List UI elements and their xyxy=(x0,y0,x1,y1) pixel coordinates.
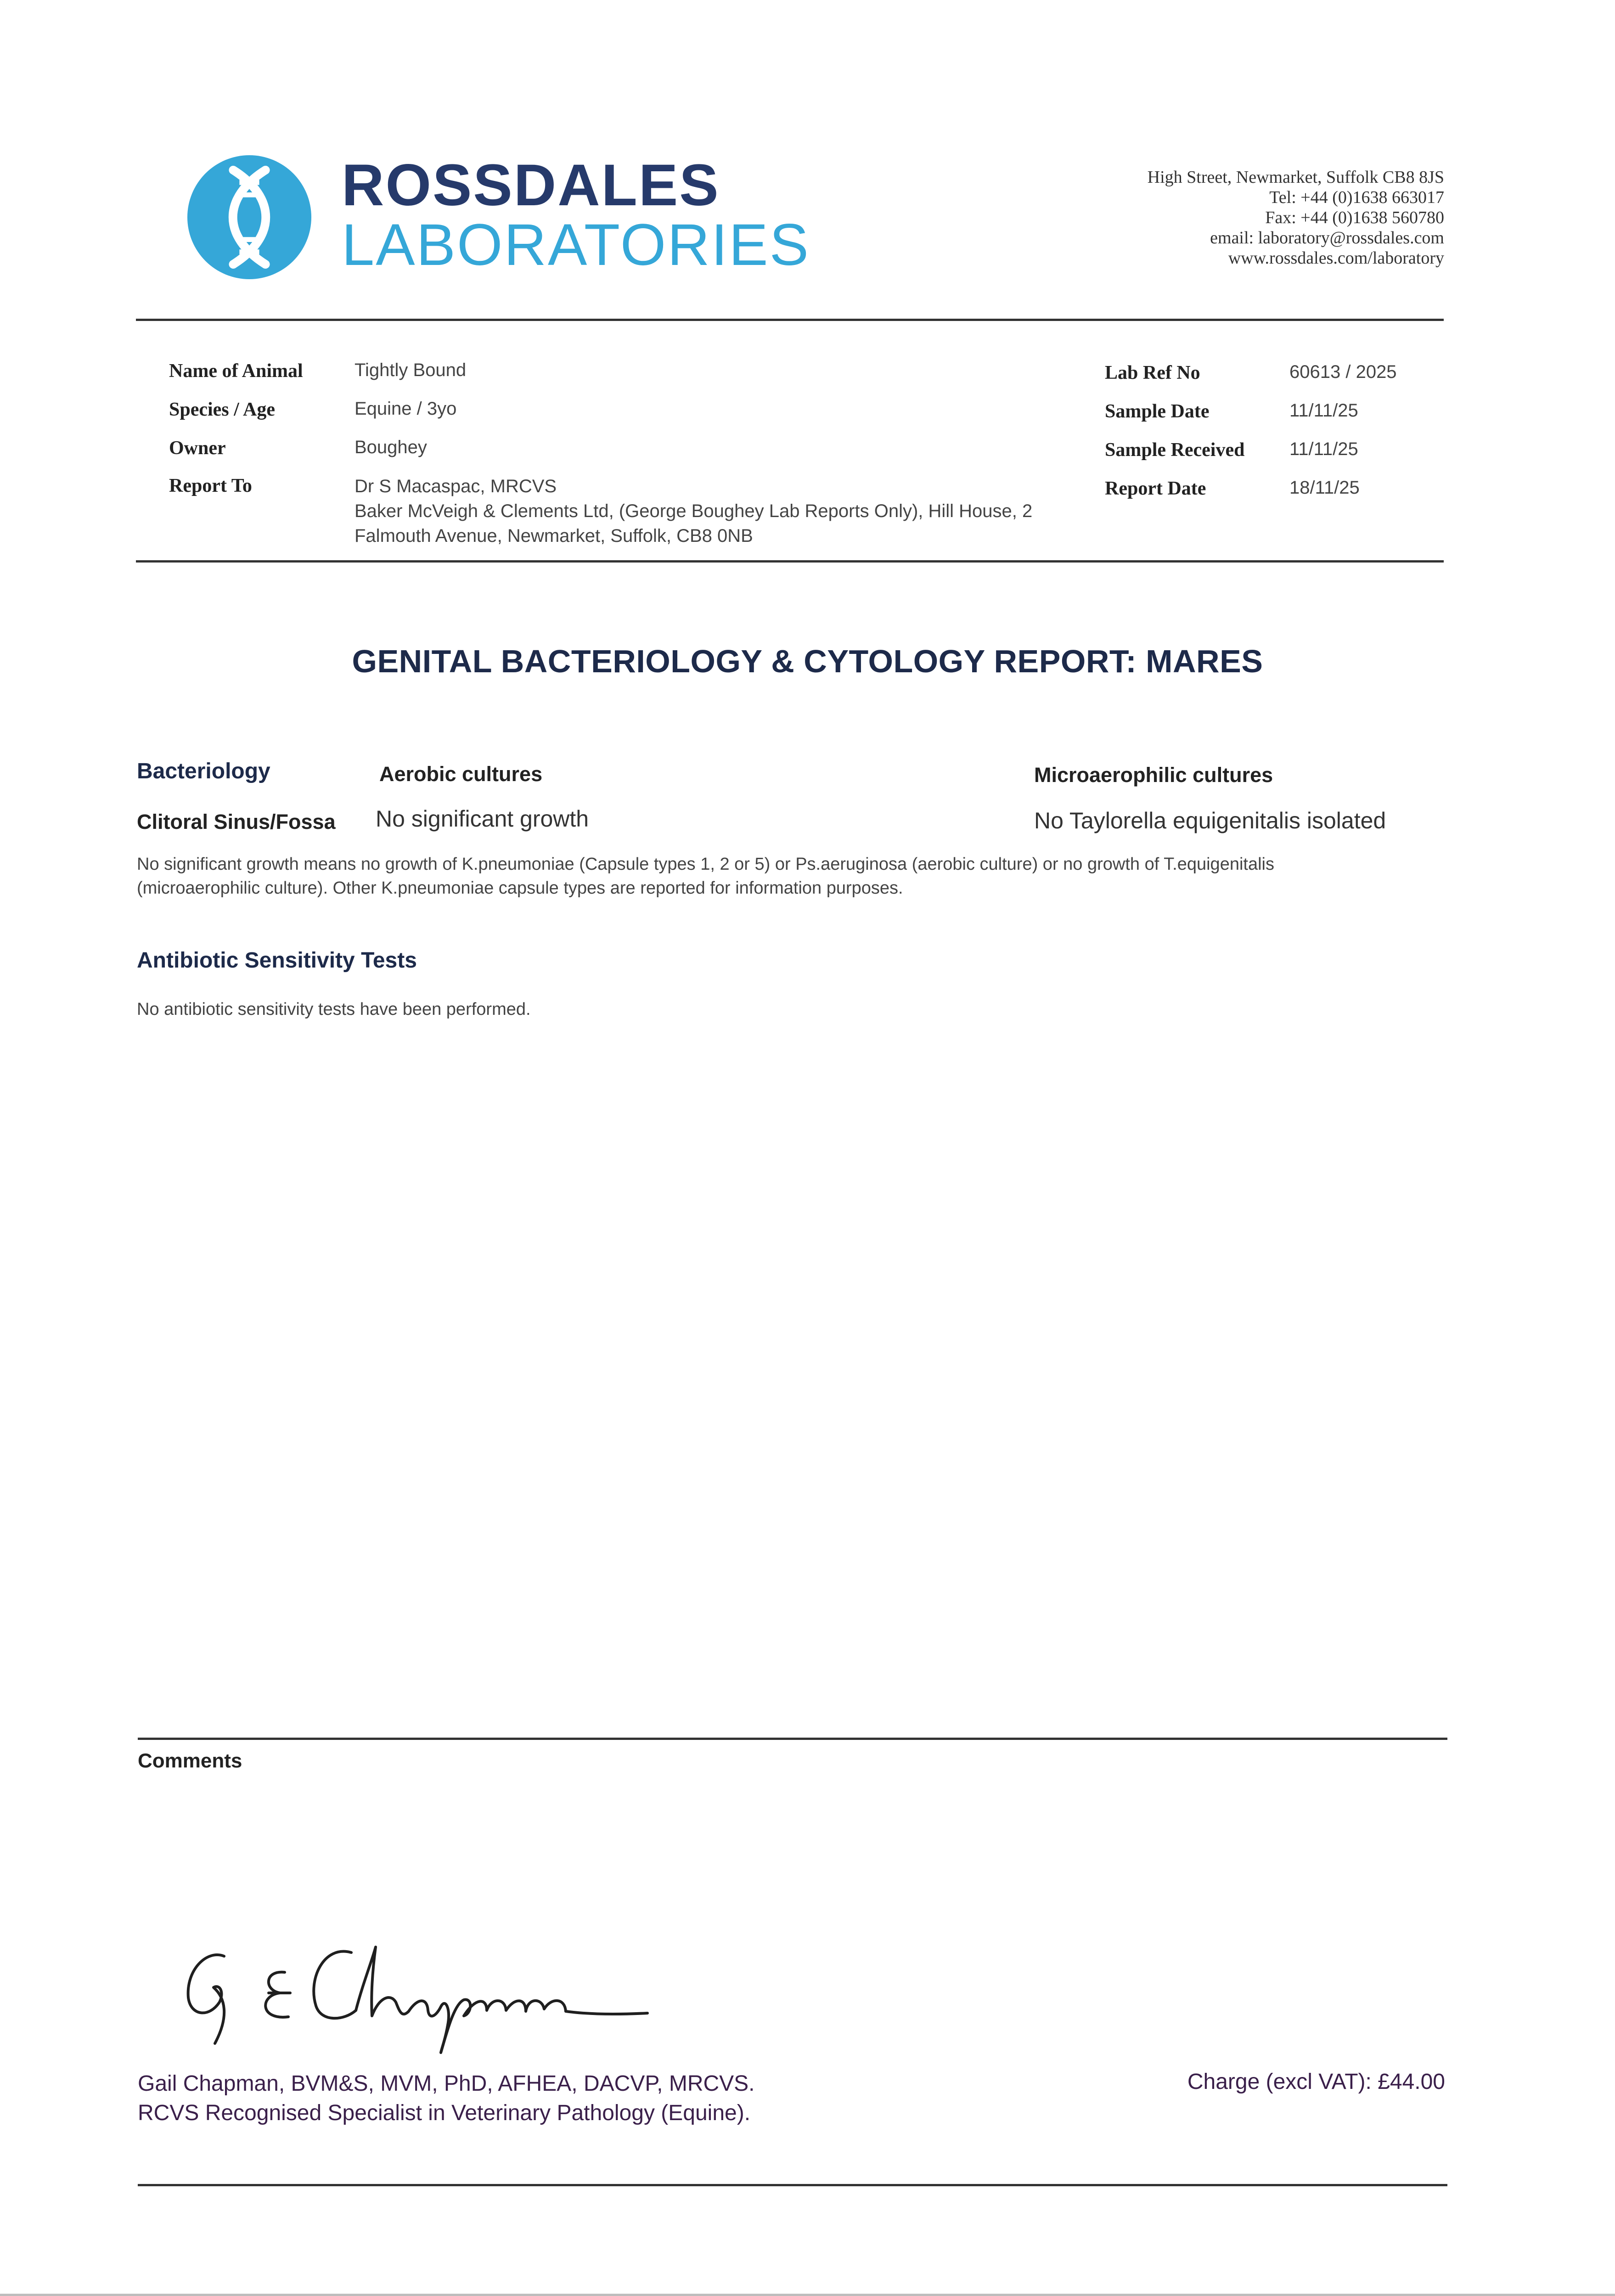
signature xyxy=(170,1929,657,2066)
growth-explanation-line: (microaerophilic culture). Other K.pneumoniae capsule types are reported for information purposes. xyxy=(137,878,903,898)
report-to-line: Falmouth Avenue, Newmarket, Suffolk, CB8 0NB xyxy=(355,526,753,546)
address: High Street, Newmarket, Suffolk CB8 8JS xyxy=(1147,168,1444,187)
header-divider xyxy=(136,319,1444,321)
page-edge xyxy=(0,2294,1615,2296)
bacteriology-heading: Bacteriology xyxy=(137,759,270,783)
charge: Charge (excl VAT): £44.00 xyxy=(1187,2070,1445,2094)
details-divider xyxy=(136,560,1444,563)
aerobic-cultures-heading: Aerobic cultures xyxy=(379,762,543,786)
sample-received-label: Sample Received xyxy=(1105,439,1245,461)
signatory-name: Gail Chapman, BVM&S, MVM, PhD, AFHEA, DACVP, MRCVS. xyxy=(138,2071,755,2096)
owner-label: Owner xyxy=(169,438,226,459)
sample-received-value: 11/11/25 xyxy=(1289,439,1358,459)
report-title: GENITAL BACTERIOLOGY & CYTOLOGY REPORT: MARES xyxy=(352,643,1263,679)
microaerophilic-cultures-heading: Microaerophilic cultures xyxy=(1034,763,1273,787)
website: www.rossdales.com/laboratory xyxy=(1228,248,1444,268)
microaerophilic-result: No Taylorella equigenitalis isolated xyxy=(1034,808,1386,833)
brand-name: ROSSDALES xyxy=(342,152,720,218)
report-date-label: Report Date xyxy=(1105,478,1206,499)
email: email: laboratory@rossdales.com xyxy=(1210,228,1444,248)
growth-explanation-line: No significant growth means no growth of K.pneumoniae (Capsule types 1, 2 or 5) or Ps.aeruginosa (aerobic culture) or no growth of T.equigenitalis xyxy=(137,855,1274,874)
report-date-value: 18/11/25 xyxy=(1289,478,1360,498)
signatory-block xyxy=(138,2069,755,2128)
footer-divider xyxy=(138,2184,1447,2186)
antibiotic-sensitivity-heading: Antibiotic Sensitivity Tests xyxy=(137,948,417,973)
species-age-label: Species / Age xyxy=(169,399,275,420)
antibiotic-note: No antibiotic sensitivity tests have been performed. xyxy=(137,1000,531,1019)
report-to-line: Dr S Macaspac, MRCVS xyxy=(355,476,557,496)
telephone: Tel: +44 (0)1638 663017 xyxy=(1269,188,1444,207)
fax: Fax: +44 (0)1638 560780 xyxy=(1265,208,1444,227)
owner-value: Boughey xyxy=(355,437,427,457)
name-of-animal-value: Tightly Bound xyxy=(355,360,467,380)
name-of-animal-label: Name of Animal xyxy=(169,360,303,382)
comments-divider xyxy=(138,1738,1447,1740)
brand-subtitle: LABORATORIES xyxy=(342,212,810,278)
lab-ref-value: 60613 / 2025 xyxy=(1289,362,1397,382)
report-to-value xyxy=(355,474,1032,548)
sample-site-label: Clitoral Sinus/Fossa xyxy=(137,810,336,833)
comments-label: Comments xyxy=(138,1750,242,1772)
growth-explanation xyxy=(137,852,1274,900)
report-to-line: Baker McVeigh & Clements Ltd, (George Boughey Lab Reports Only), Hill House, 2 xyxy=(355,501,1033,521)
contact-block xyxy=(1148,167,1444,268)
aerobic-result: No significant growth xyxy=(376,806,589,832)
report-to-label: Report To xyxy=(169,475,252,496)
lab-ref-label: Lab Ref No xyxy=(1105,362,1200,383)
species-age-value: Equine / 3yo xyxy=(355,399,457,419)
dna-helix-logo-icon xyxy=(187,155,311,279)
sample-date-label: Sample Date xyxy=(1105,401,1210,422)
sample-date-value: 11/11/25 xyxy=(1289,400,1358,421)
signatory-title: RCVS Recognised Specialist in Veterinary Pathology (Equine). xyxy=(138,2101,751,2125)
